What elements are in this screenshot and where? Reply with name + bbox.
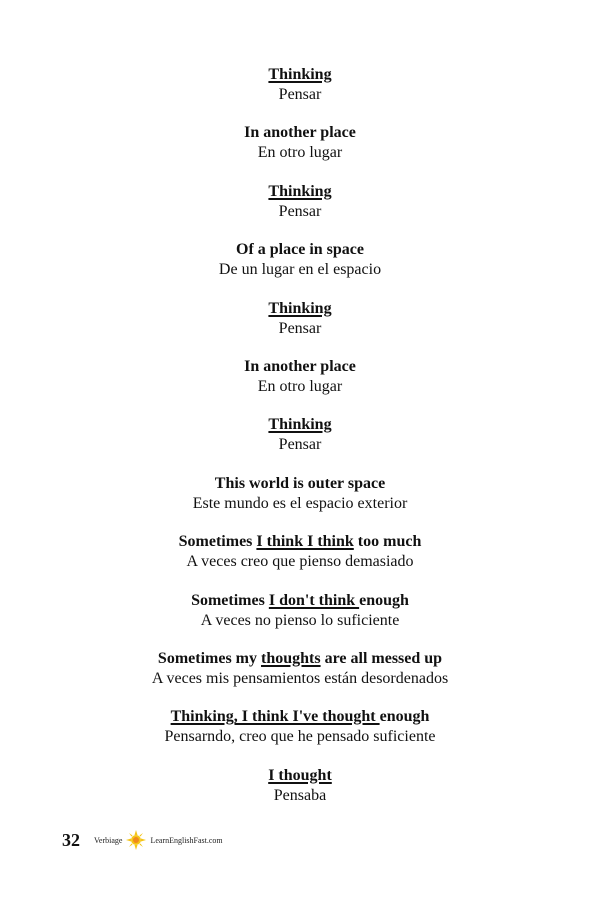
underlined-phrase: Thinking: [268, 416, 332, 434]
english-text: enough: [359, 591, 409, 609]
english-line: [0, 65, 600, 85]
english-line: [0, 357, 600, 377]
english-line: [0, 299, 600, 319]
underlined-phrase: I don't think: [268, 591, 360, 609]
english-line: [0, 649, 600, 669]
spanish-line: Pensar: [278, 436, 322, 454]
underlined-phrase: Thinking, I think I've thought: [170, 708, 380, 726]
verse-block: [0, 474, 600, 532]
underlined-phrase: Thinking: [268, 299, 332, 317]
english-line: [0, 474, 600, 494]
underlined-phrase: I thought: [268, 766, 332, 784]
underlined-phrase: thoughts: [261, 649, 321, 667]
brand-name: Verbiage: [94, 835, 123, 845]
spanish-line: Pensar: [278, 319, 322, 337]
page-number: 32: [62, 829, 80, 850]
verse-block: [0, 766, 600, 824]
english-text: too much: [353, 533, 422, 551]
underlined-phrase: I think I think: [256, 533, 354, 551]
verse-block: [0, 591, 600, 649]
verse-block: [0, 649, 600, 707]
spanish-line: Pensar: [278, 86, 322, 103]
spanish-line: A veces no pienso lo suficiente: [200, 611, 400, 629]
english-text: In another place: [244, 357, 356, 375]
spanish-line: A veces mis pensamientos están desordenados: [151, 669, 449, 687]
spanish-line: A veces creo que pienso demasiado: [186, 553, 414, 571]
verse-block: [0, 240, 600, 298]
english-text: Sometimes: [178, 533, 257, 551]
english-line: [0, 182, 600, 202]
english-text: Sometimes: [191, 591, 269, 609]
english-text: are all messed up: [320, 649, 443, 667]
spanish-line: Pensarndo, creo que he pensado suficiente: [164, 728, 436, 746]
spanish-line: Este mundo es el espacio exterior: [192, 494, 408, 512]
english-line: [0, 766, 600, 786]
english-text: In another place: [244, 124, 356, 142]
verse-block: [0, 707, 600, 765]
english-line: [0, 532, 600, 552]
lyrics-verses: [0, 65, 600, 824]
underlined-phrase: Thinking: [268, 66, 332, 83]
english-line: [0, 415, 600, 435]
english-line: [0, 707, 600, 727]
verse-block: [0, 299, 600, 357]
spanish-line: De un lugar en el espacio: [218, 261, 382, 279]
verse-block: [0, 532, 600, 590]
spanish-line: En otro lugar: [257, 144, 343, 162]
english-line: [0, 240, 600, 260]
verse-block: [0, 357, 600, 415]
english-text: Sometimes my: [157, 649, 262, 667]
verse-block: [0, 415, 600, 473]
spanish-line: En otro lugar: [257, 377, 343, 395]
english-text: This world is outer space: [214, 474, 386, 492]
english-text: Of a place in space: [236, 241, 364, 259]
sun-logo-icon: [126, 830, 146, 850]
underlined-phrase: Thinking: [268, 182, 332, 200]
page-footer: [62, 828, 223, 852]
verse-block: [0, 182, 600, 240]
english-text: enough: [379, 708, 430, 726]
verse-block: [0, 65, 600, 123]
english-line: [0, 123, 600, 143]
website-url: LearnEnglishFast.com: [150, 835, 223, 845]
spanish-line: Pensaba: [273, 786, 327, 804]
english-line: [0, 591, 600, 611]
spanish-line: Pensar: [278, 202, 322, 220]
verse-block: [0, 123, 600, 181]
